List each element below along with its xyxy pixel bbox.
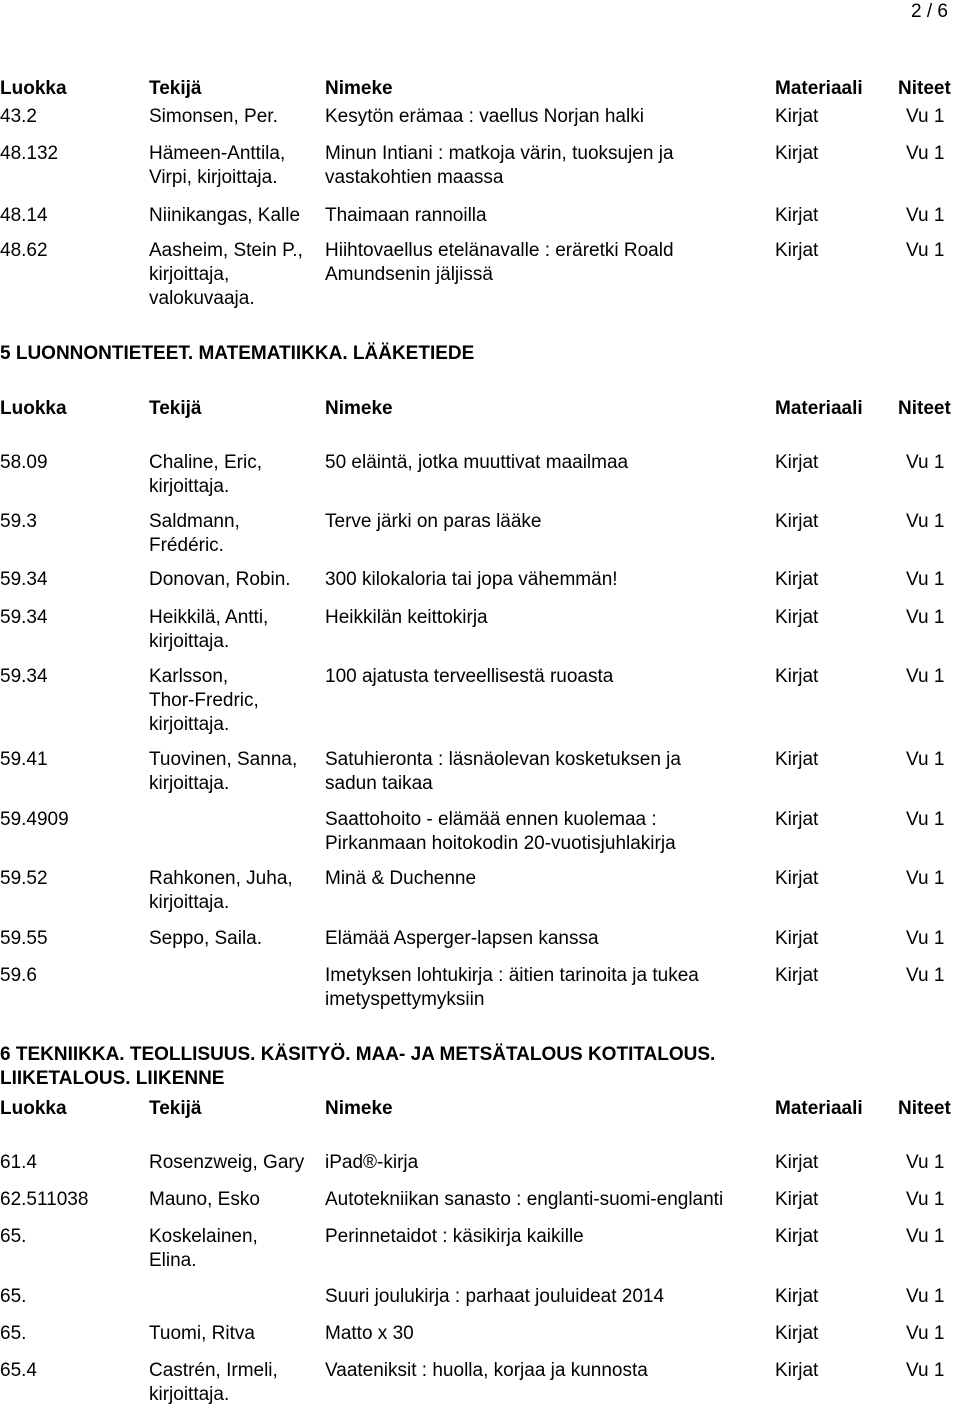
title-line: vastakohtien maassa [325, 167, 504, 188]
class-cell: 43.2 [0, 106, 37, 127]
material-cell: Kirjat [775, 1286, 819, 1307]
title-line: Terve järki on paras lääke [325, 511, 542, 532]
section-heading [0, 1043, 715, 1091]
column-header: Tekijä [149, 398, 202, 419]
title-cell [325, 606, 488, 630]
material-cell: Kirjat [775, 205, 819, 226]
material-cell: Kirjat [775, 511, 819, 532]
column-header: Tekijä [149, 1098, 202, 1119]
copies-cell: Vu 1 [906, 106, 945, 127]
author-cell [149, 105, 278, 129]
class-cell: 65.4 [0, 1360, 37, 1381]
copies-cell: Vu 1 [906, 868, 945, 889]
title-cell [325, 568, 618, 592]
author-line: Saldmann, [149, 511, 240, 532]
column-header: Niteet [898, 1098, 951, 1119]
copies-cell: Vu 1 [906, 809, 945, 830]
copies-cell: Vu 1 [906, 205, 945, 226]
section-heading [0, 342, 474, 366]
title-cell [325, 239, 674, 287]
material-cell: Kirjat [775, 607, 819, 628]
author-cell [149, 1188, 260, 1212]
author-cell [149, 665, 259, 737]
material-cell: Kirjat [775, 1323, 819, 1344]
material-cell: Kirjat [775, 106, 819, 127]
class-cell: 62.511038 [0, 1189, 89, 1210]
material-cell: Kirjat [775, 666, 819, 687]
title-line: Vaateniksit : huolla, korjaa ja kunnosta [325, 1360, 648, 1381]
author-line: Chaline, Eric, [149, 452, 262, 473]
copies-cell: Vu 1 [906, 1189, 945, 1210]
author-cell [149, 1322, 255, 1346]
author-line: Tuomi, Ritva [149, 1323, 255, 1344]
author-line: Karlsson, [149, 666, 229, 687]
material-cell: Kirjat [775, 143, 819, 164]
title-line: Imetyksen lohtukirja : äitien tarinoita ja tukea [325, 965, 699, 986]
section-heading-line: LIIKETALOUS. LIIKENNE [0, 1068, 225, 1089]
author-line: Mauno, Esko [149, 1189, 260, 1210]
material-cell: Kirjat [775, 1360, 819, 1381]
author-line: kirjoittaja. [149, 892, 230, 913]
title-line: Suuri joulukirja : parhaat jouluideat 2014 [325, 1286, 665, 1307]
title-line: Amundsenin jäljissä [325, 264, 493, 285]
copies-cell: Vu 1 [906, 240, 945, 261]
material-cell: Kirjat [775, 240, 819, 261]
column-header: Materiaali [775, 398, 863, 419]
material-cell: Kirjat [775, 569, 819, 590]
author-line: Seppo, Saila. [149, 928, 263, 949]
author-line: Donovan, Robin. [149, 569, 291, 590]
title-cell [325, 964, 699, 1012]
class-cell: 61.4 [0, 1152, 37, 1173]
author-cell [149, 927, 262, 951]
section-heading-line: 6 TEKNIIKKA. TEOLLISUUS. KÄSITYÖ. MAA- JA METSÄTALOUS KOTITALOUS. [0, 1044, 716, 1065]
title-line: Autotekniikan sanasto : englanti-suomi-englanti [325, 1189, 724, 1210]
author-cell [149, 748, 297, 796]
title-cell [325, 451, 628, 475]
title-cell [325, 142, 674, 190]
author-cell [149, 204, 300, 228]
copies-cell: Vu 1 [906, 569, 945, 590]
author-cell [149, 1225, 258, 1273]
author-cell [149, 510, 240, 558]
author-line: Tuovinen, Sanna, [149, 749, 298, 770]
section-heading-line: 5 LUONNONTIETEET. MATEMATIIKKA. LÄÄKETIEDE [0, 343, 475, 364]
class-cell: 59.3 [0, 511, 37, 532]
copies-cell: Vu 1 [906, 1323, 945, 1344]
title-cell [325, 204, 487, 228]
material-cell: Kirjat [775, 965, 819, 986]
class-cell: 59.55 [0, 928, 48, 949]
column-header: Luokka [0, 78, 67, 99]
title-line: Saattohoito - elämää ennen kuolemaa : [325, 809, 657, 830]
material-cell: Kirjat [775, 809, 819, 830]
title-line: Satuhieronta : läsnäolevan kosketuksen ja [325, 749, 681, 770]
class-cell: 65. [0, 1226, 27, 1247]
title-line: Perinnetaidot : käsikirja kaikille [325, 1226, 584, 1247]
author-line: Heikkilä, Antti, [149, 607, 269, 628]
column-header: Nimeke [325, 78, 393, 99]
title-line: 50 eläintä, jotka muuttivat maailmaa [325, 452, 629, 473]
author-line: Elina. [149, 1250, 197, 1271]
copies-cell: Vu 1 [906, 1226, 945, 1247]
title-cell [325, 1188, 723, 1212]
copies-cell: Vu 1 [906, 607, 945, 628]
title-line: Pirkanmaan hoitokodin 20-vuotisjuhlakirja [325, 833, 676, 854]
title-cell [325, 1359, 648, 1383]
title-cell [325, 748, 681, 796]
class-cell: 48.62 [0, 240, 48, 261]
material-cell: Kirjat [775, 1152, 819, 1173]
author-line: kirjoittaja. [149, 476, 230, 497]
copies-cell: Vu 1 [906, 511, 945, 532]
author-line: Castrén, Irmeli, [149, 1360, 278, 1381]
author-line: Hämeen-Anttila, [149, 143, 286, 164]
author-line: kirjoittaja. [149, 714, 230, 735]
class-cell: 59.4909 [0, 809, 69, 830]
author-line: kirjoittaja. [149, 1384, 230, 1405]
title-cell [325, 1225, 584, 1249]
author-line: Aasheim, Stein P., [149, 240, 303, 261]
class-cell: 65. [0, 1323, 27, 1344]
material-cell: Kirjat [775, 928, 819, 949]
title-line: sadun taikaa [325, 773, 433, 794]
copies-cell: Vu 1 [906, 1152, 945, 1173]
title-cell [325, 867, 476, 891]
author-cell [149, 1359, 278, 1407]
copies-cell: Vu 1 [906, 749, 945, 770]
material-cell: Kirjat [775, 868, 819, 889]
title-line: imetyspettymyksiin [325, 989, 485, 1010]
title-cell [325, 1285, 664, 1309]
title-cell [325, 1151, 418, 1175]
copies-cell: Vu 1 [906, 1286, 945, 1307]
material-cell: Kirjat [775, 1226, 819, 1247]
author-line: kirjoittaja. [149, 773, 230, 794]
class-cell: 48.14 [0, 205, 48, 226]
author-line: Rahkonen, Juha, [149, 868, 293, 889]
author-line: kirjoittaja, [149, 264, 230, 285]
class-cell: 59.41 [0, 749, 48, 770]
title-line: 100 ajatusta terveellisestä ruoasta [325, 666, 614, 687]
author-cell [149, 451, 262, 499]
class-cell: 59.6 [0, 965, 37, 986]
class-cell: 58.09 [0, 452, 48, 473]
title-cell [325, 927, 599, 951]
material-cell: Kirjat [775, 749, 819, 770]
author-cell [149, 1151, 304, 1175]
class-cell: 48.132 [0, 143, 59, 164]
title-line: 300 kilokaloria tai jopa vähemmän! [325, 569, 618, 590]
copies-cell: Vu 1 [906, 928, 945, 949]
author-cell [149, 867, 293, 915]
class-cell: 59.52 [0, 868, 48, 889]
author-cell [149, 606, 268, 654]
class-cell: 59.34 [0, 569, 48, 590]
author-line: Rosenzweig, Gary [149, 1152, 305, 1173]
column-header: Materiaali [775, 1098, 863, 1119]
material-cell: Kirjat [775, 1189, 819, 1210]
copies-cell: Vu 1 [906, 452, 945, 473]
author-line: valokuvaaja. [149, 288, 255, 309]
title-cell [325, 105, 644, 129]
title-line: Elämää Asperger-lapsen kanssa [325, 928, 599, 949]
author-cell [149, 568, 291, 592]
copies-cell: Vu 1 [906, 965, 945, 986]
author-line: Thor-Fredric, [149, 690, 259, 711]
title-cell [325, 1322, 414, 1346]
title-cell [325, 808, 676, 856]
author-cell [149, 239, 303, 311]
column-header: Luokka [0, 1098, 67, 1119]
column-header: Nimeke [325, 1098, 393, 1119]
title-line: Kesytön erämaa : vaellus Norjan halki [325, 106, 644, 127]
column-header: Materiaali [775, 78, 863, 99]
author-line: Frédéric. [149, 535, 224, 556]
column-header: Niteet [898, 78, 951, 99]
page-number: 2 / 6 [911, 1, 948, 22]
column-header: Niteet [898, 398, 951, 419]
copies-cell: Vu 1 [906, 143, 945, 164]
title-line: Matto x 30 [325, 1323, 414, 1344]
author-line: kirjoittaja. [149, 631, 230, 652]
column-header: Luokka [0, 398, 67, 419]
class-cell: 59.34 [0, 666, 48, 687]
class-cell: 59.34 [0, 607, 48, 628]
title-line: Hiihtovaellus etelänavalle : eräretki Roald [325, 240, 674, 261]
title-line: iPad®-kirja [325, 1152, 419, 1173]
author-line: Koskelainen, [149, 1226, 258, 1247]
material-cell: Kirjat [775, 452, 819, 473]
title-line: Minun Intiani : matkoja värin, tuoksujen ja [325, 143, 674, 164]
author-line: Simonsen, Per. [149, 106, 278, 127]
column-header: Nimeke [325, 398, 393, 419]
author-line: Virpi, kirjoittaja. [149, 167, 278, 188]
title-cell [325, 665, 613, 689]
title-line: Heikkilän keittokirja [325, 607, 488, 628]
author-cell [149, 142, 285, 190]
title-line: Minä & Duchenne [325, 868, 477, 889]
title-cell [325, 510, 542, 534]
title-line: Thaimaan rannoilla [325, 205, 487, 226]
copies-cell: Vu 1 [906, 666, 945, 687]
author-line: Niinikangas, Kalle [149, 205, 301, 226]
column-header: Tekijä [149, 78, 202, 99]
copies-cell: Vu 1 [906, 1360, 945, 1381]
class-cell: 65. [0, 1286, 27, 1307]
